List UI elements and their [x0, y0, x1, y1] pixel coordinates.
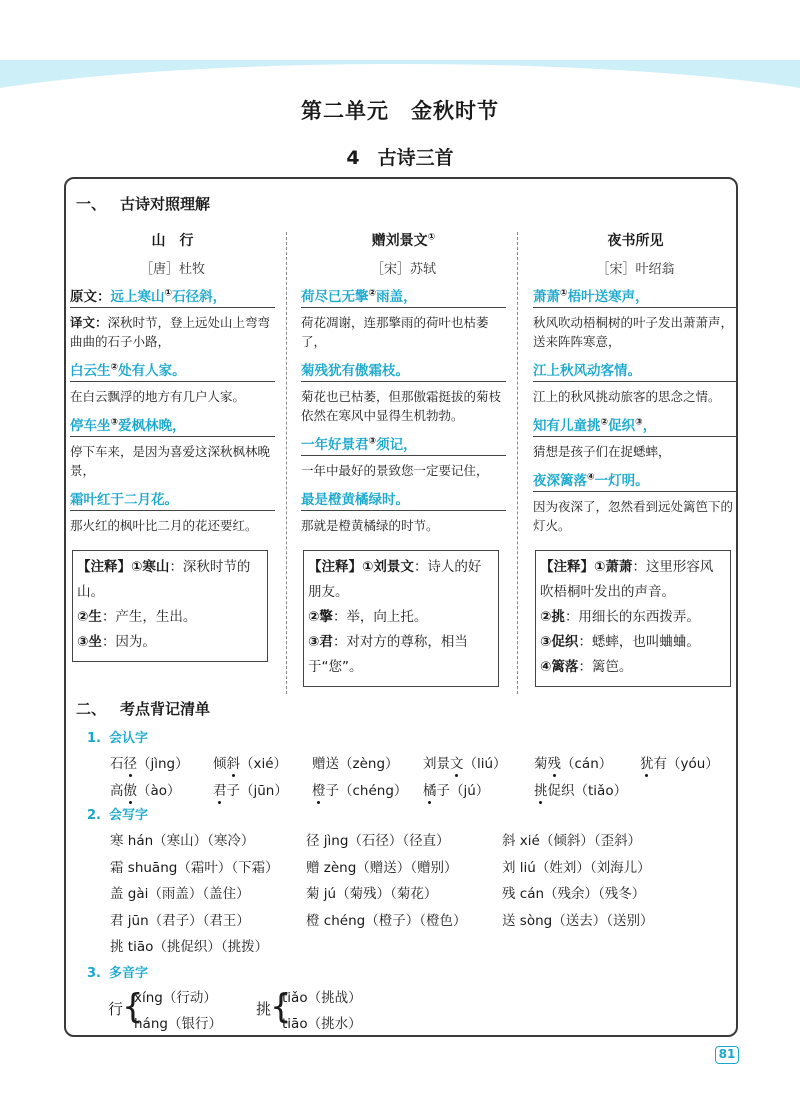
notes-box: [303, 550, 499, 687]
poem-title: 夜书所见: [607, 233, 664, 249]
poem-line: 一年好景君③须记，: [301, 433, 506, 456]
write-item: 径 jìng（石径）（径直）: [306, 833, 450, 849]
poem-line: 菊残犹有傲霜枝。: [301, 359, 506, 382]
poem-title: 赠刘景文①: [371, 232, 436, 249]
poem-title: 山 行: [151, 233, 194, 249]
section2-title: 二、 考点背记清单: [76, 700, 211, 718]
write-item: 送 sòng（送去）（送别）: [502, 913, 654, 929]
lesson-title: [0, 143, 800, 170]
polyphone-reading: tiāo（挑水）: [282, 1016, 362, 1032]
poem-translation: 那火红的枫叶比二月的花还要红。: [70, 518, 258, 533]
header-band: [0, 0, 800, 100]
write-row: [110, 882, 710, 902]
note-item: 【注释】①萧萧：这里形容风吹梧桐叶发出的声音。: [540, 559, 714, 600]
word-item: 菊残（cán）: [534, 752, 612, 772]
poem-line: 最是橙黄橘绿时。: [301, 488, 506, 511]
poem-line: 荷尽已无擎②雨盖，: [301, 285, 506, 308]
word-item: 高傲（ào）: [110, 779, 181, 799]
note-item: ②挑：用细长的东西拨弄。: [540, 609, 700, 625]
poem-line: 知有儿童挑②促织③，: [533, 414, 738, 437]
write-item: 盖 gài（雨盖）（盖住）: [110, 886, 250, 902]
poem-line: 萧萧①梧叶送寒声，: [533, 285, 738, 308]
word-item: 赠送（zèng）: [312, 756, 399, 772]
poem-column-2: [301, 230, 506, 543]
write-item: 赠 zèng（赠送）（赠别）: [306, 860, 458, 876]
poem-translation: 一年中最好的景致您一定要记住，: [301, 463, 489, 478]
word-item: 君子（jūn）: [213, 779, 288, 799]
poem-line: 霜叶红于二月花。: [70, 488, 275, 511]
poly-title: 3. 多音字: [87, 966, 148, 981]
word-item: 橘子（jú）: [423, 779, 489, 799]
poem-translation: 秋风吹动梧桐树的叶子发出萧萧声，送来阵阵寒意，: [533, 315, 734, 349]
note-item: ③坐：因为。: [77, 634, 156, 650]
poem-line: 夜深篱落④一灯明。: [533, 469, 738, 492]
polyphone-reading: xíng（行动）: [134, 990, 217, 1006]
poem-line: 江上秋风动客情。: [533, 359, 738, 382]
brace-icon: {: [270, 987, 292, 1027]
poem-translation: 因为夜深了，忽然看到远处篱笆下的灯火。: [533, 499, 734, 533]
polyphone-reading: tiǎo（挑战）: [282, 990, 362, 1006]
note-item: ②生：产生，生出。: [77, 609, 197, 625]
write-item: 挑 tiāo（挑促织）（挑拨）: [110, 939, 269, 955]
poem-translation: 那就是橙黄橘绿的时节。: [301, 518, 439, 533]
poem-author: ［唐］杜牧: [139, 262, 205, 277]
polyphone-group: [108, 986, 248, 1032]
poem-translation: 江上的秋风挑动旅客的思念之情。: [533, 389, 721, 404]
polyphone-reading: háng（银行）: [134, 1016, 222, 1032]
poem-translation: 菊花也已枯萎，但那傲霜挺拔的菊枝依然在寒风中显得生机勃勃。: [301, 389, 502, 423]
write-row: [110, 829, 710, 849]
poem-author: ［宋］苏轼: [370, 262, 436, 277]
write-row: [110, 935, 710, 955]
poem-translation: 荷花凋谢，连那擎雨的荷叶也枯萎了，: [301, 315, 489, 349]
page-number: 81: [715, 1046, 739, 1064]
write-item: 残 cán（残余）（残冬）: [502, 886, 646, 902]
brace-icon: {: [122, 987, 144, 1027]
word-item: 石径（jìng）: [110, 752, 189, 772]
note-item: ②擎：举，向上托。: [308, 609, 428, 625]
unit-title: [0, 95, 800, 125]
section1-title: 一、 古诗对照理解: [76, 195, 211, 213]
poem-column-3: [533, 230, 738, 543]
write-row: [110, 856, 710, 876]
word-item: 犹有（yóu）: [640, 752, 719, 772]
note-item: 【注释】①刘景文：诗人的好朋友。: [308, 559, 482, 600]
recognize-title: 1. 会认字: [87, 731, 148, 746]
unit-label: 第二单元: [301, 99, 389, 123]
word-item: 刘景文（liú）: [423, 752, 507, 772]
poem-author: ［宋］叶绍翁: [596, 262, 675, 277]
lesson-name: 古诗三首: [377, 147, 454, 169]
word-item: 橙子（chéng）: [312, 779, 407, 799]
polyphone-char: 行: [108, 1000, 124, 1018]
poem-line: 原文：远上寒山①石径斜，: [70, 285, 275, 308]
write-item: 霜 shuāng（霜叶）（下霜）: [110, 860, 279, 876]
notes-box: [535, 550, 731, 687]
poem-translation: 在白云飘浮的地方有几户人家。: [70, 389, 246, 404]
column-divider: [517, 232, 518, 694]
write-item: 刘 liú（姓刘）（刘海儿）: [502, 860, 651, 876]
poem-translation: 猜想是孩子们在捉蟋蟀，: [533, 444, 671, 459]
note-item: ④篱落：篱笆。: [540, 659, 633, 675]
poem-line: 白云生②处有人家。: [70, 359, 275, 382]
note-item: ③促织：蟋蟀，也叫蛐蛐。: [540, 634, 700, 650]
write-item: 君 jūn（君子）（君王）: [110, 913, 250, 929]
note-item: ③君：对对方的尊称，相当于“您”。: [308, 634, 468, 675]
write-item: 橙 chéng（橙子）（橙色）: [306, 913, 467, 929]
poem-line: 停车坐③爱枫林晚，: [70, 414, 275, 437]
column-divider: [286, 232, 287, 694]
poem-column-1: [70, 230, 275, 543]
word-item: 倾斜（xié）: [213, 752, 287, 772]
word-item: 挑促织（tiǎo）: [534, 779, 627, 799]
write-item: 寒 hán（寒山）（寒冷）: [110, 833, 255, 849]
write-row: [110, 909, 710, 929]
write-item: 斜 xié（倾斜）（歪斜）: [502, 833, 642, 849]
polyphone-char: 挑: [256, 1000, 272, 1018]
write-item: 菊 jú（菊残）（菊花）: [306, 886, 438, 902]
write-title: 2. 会写字: [87, 808, 148, 823]
polyphone-group: [256, 986, 396, 1032]
note-item: 【注释】①寒山：深秋时节的山。: [77, 559, 251, 600]
notes-box: [72, 550, 268, 662]
unit-name: 金秋时节: [411, 99, 499, 123]
lesson-number: 4: [346, 147, 360, 169]
poem-translation: 译文：深秋时节，登上远处山上弯弯曲曲的石子小路，: [70, 315, 271, 349]
poem-translation: 停下车来，是因为喜爱这深秋枫林晚景，: [70, 444, 271, 478]
